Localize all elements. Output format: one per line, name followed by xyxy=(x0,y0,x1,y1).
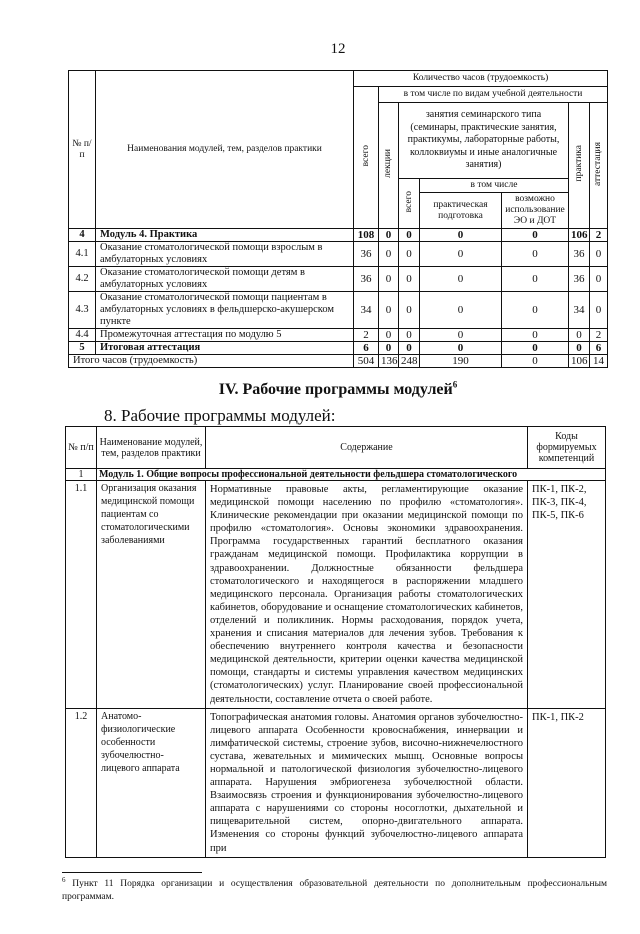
table-row xyxy=(69,229,608,242)
row-num: 5 xyxy=(69,342,96,355)
row-practical: 0 xyxy=(420,292,502,329)
table-row xyxy=(69,242,608,267)
footnote-divider xyxy=(62,872,202,873)
hours-table xyxy=(68,70,608,368)
total-eo: 0 xyxy=(502,355,569,368)
row-num: 1.2 xyxy=(66,708,97,857)
row-name: Оказание стоматологической помощи детям в амбулаторных условиях xyxy=(96,267,354,292)
footnote-text: Пункт 11 Порядка организации и осуществления образовательной деятельности по дополнительным профессиональным программам. xyxy=(62,878,607,902)
row-codes: ПК-1, ПК-2 xyxy=(528,708,606,857)
header-including: в том числе xyxy=(420,179,569,193)
row-practical: 0 xyxy=(420,342,502,355)
row-eo: 0 xyxy=(502,229,569,242)
programs-table xyxy=(65,426,606,858)
header-attestation-label: аттестация xyxy=(593,141,604,186)
row-total: 2 xyxy=(354,329,379,342)
header-num: № п/п xyxy=(69,71,96,229)
row-practice: 36 xyxy=(569,242,590,267)
footnote-ref[interactable]: 6 xyxy=(452,379,458,390)
row-num: 4 xyxy=(69,229,96,242)
row-practice: 34 xyxy=(569,292,590,329)
header-eo-dot: возможно использование ЭО и ДОТ xyxy=(502,193,569,229)
header-codes: Коды формируемых компетенций xyxy=(528,427,606,469)
row-total: 108 xyxy=(354,229,379,242)
row-sem-total: 0 xyxy=(399,242,420,267)
header-practical-training: практическая подготовка xyxy=(420,193,502,229)
row-eo: 0 xyxy=(502,342,569,355)
row-attest: 0 xyxy=(590,292,608,329)
row-name: Промежуточная аттестация по модулю 5 xyxy=(96,329,354,342)
header-lectures-label: лекции xyxy=(383,149,393,178)
row-name: Анатомо-физиологические особенности зубочелюстно-лицевого аппарата xyxy=(97,708,206,857)
row-num: 4.2 xyxy=(69,267,96,292)
row-name: Оказание стоматологической помощи пациентам в амбулаторных условиях в фельдшерско-акушерском пункте xyxy=(96,292,354,329)
row-num: 4.4 xyxy=(69,329,96,342)
header-practice-label: практика xyxy=(573,145,584,182)
row-name: Организация оказания медицинской помощи пациентам со стоматологическими заболеваниями xyxy=(97,481,206,709)
total-practical: 190 xyxy=(420,355,502,368)
row-content: Топографическая анатомия головы. Анатомия органов зубочелюстно-лицевого аппарата Особенности кровоснабжения, иннервации и лимфатической системы, строение зубов, височно-нижнечелюстного сустава, жевательных и мимических мышц. Основные вопросы нормальной и патологической физиология зубочелюстно-лицевого аппарата. Нарушения эмбриогенеза зубочелюстной области. Взаимосвязь строения и функционирования зубочелюстно-лицевого аппарата с нарушениями со стороны носоглотки, дыхательной и пищеварительной систем, опорно-двигательного аппарата. Изменения со стороны функций зубочелюстно-лицевого аппарата при xyxy=(206,708,528,857)
footnote-mark: 6 xyxy=(62,875,66,884)
row-sem-total: 0 xyxy=(399,229,420,242)
row-total: 34 xyxy=(354,292,379,329)
row-sem-total: 0 xyxy=(399,292,420,329)
total-row xyxy=(69,355,608,368)
header-total xyxy=(354,87,379,229)
table-row xyxy=(69,342,608,355)
row-practice: 0 xyxy=(569,342,590,355)
row-content: Нормативные правовые акты, регламентирующие оказание медицинской помощи населению по профилю «стоматология». Клинические рекомендации при оказании медицинской помощи по профилю «стоматология». Основы экономики здравоохранения. Программа государственных гарантий бесплатного оказания гражданам медицинской помощи. Профилактика коррупции в здравоохранении. Должностные обязанности фельдшера стоматологического и находящегося в распоряжении младшего медицинского персонала. Организация работы стоматологических кабинетов, оборудование и оснащение стоматологических кабинетов, отделений и поликлиник. Нормы расходования, порядок учета, хранения и списания материалов для лечения зубов. Требования к обеспечению внутреннего контроля качества и безопасности медицинской деятельности, критерии оценки качества медицинской помощи, стандарты и системы управления качеством медицинских (стоматологических) услуг. Планирование своей профессиональной деятельности, составление отчета о своей работе. xyxy=(206,481,528,709)
header-hours: Количество часов (трудоемкость) xyxy=(354,71,608,87)
row-practice: 36 xyxy=(569,267,590,292)
row-practical: 0 xyxy=(420,329,502,342)
table-row xyxy=(69,292,608,329)
row-total: 36 xyxy=(354,267,379,292)
row-practical: 0 xyxy=(420,267,502,292)
row-attest: 0 xyxy=(590,242,608,267)
total-practice: 106 xyxy=(569,355,590,368)
row-name: Итоговая аттестация xyxy=(96,342,354,355)
header-num: № п/п xyxy=(66,427,97,469)
row-attest: 6 xyxy=(590,342,608,355)
page-number: 12 xyxy=(330,41,346,57)
row-practical: 0 xyxy=(420,229,502,242)
table-row xyxy=(69,329,608,342)
header-total-label: всего xyxy=(360,144,371,167)
row-lectures: 0 xyxy=(379,292,399,329)
row-practice: 0 xyxy=(569,329,590,342)
table-row xyxy=(66,481,606,709)
header-seminar: занятия семинарского типа (семинары, практические занятия, практикумы, лабораторные работы, коллоквиумы и иные аналогичные занятия) xyxy=(399,103,569,179)
header-name: Наименование модулей, тем, разделов практики xyxy=(97,427,206,469)
row-lectures: 0 xyxy=(379,229,399,242)
module-title: Модуль 1. Общие вопросы профессиональной деятельности фельдшера стоматологического xyxy=(97,469,606,481)
footnote xyxy=(62,875,607,904)
row-total: 6 xyxy=(354,342,379,355)
row-eo: 0 xyxy=(502,329,569,342)
row-num: 4.3 xyxy=(69,292,96,329)
row-eo: 0 xyxy=(502,267,569,292)
row-eo: 0 xyxy=(502,292,569,329)
header-attestation xyxy=(590,103,608,229)
table-row xyxy=(69,267,608,292)
total-attest: 14 xyxy=(590,355,608,368)
row-sem-total: 0 xyxy=(399,267,420,292)
header-name: Наименования модулей, тем, разделов практики xyxy=(96,71,354,229)
row-lectures: 0 xyxy=(379,267,399,292)
row-attest: 2 xyxy=(590,329,608,342)
subsection-title: 8. Рабочие программы модулей: xyxy=(104,406,336,425)
total-lectures: 136 xyxy=(379,355,399,368)
row-num: 4.1 xyxy=(69,242,96,267)
header-content: Содержание xyxy=(206,427,528,469)
section-title xyxy=(0,380,640,400)
header-seminar-total-label: всего xyxy=(403,190,414,213)
section-title-text: IV. Рабочие программы модулей xyxy=(218,381,453,398)
row-lectures: 0 xyxy=(379,342,399,355)
module-num: 1 xyxy=(66,469,97,481)
table-row xyxy=(66,708,606,857)
row-name: Оказание стоматологической помощи взрослым в амбулаторных условиях xyxy=(96,242,354,267)
row-total: 36 xyxy=(354,242,379,267)
header-seminar-total xyxy=(399,179,420,229)
total-total: 504 xyxy=(354,355,379,368)
row-practice: 106 xyxy=(569,229,590,242)
header-lectures xyxy=(379,103,399,229)
row-eo: 0 xyxy=(502,242,569,267)
header-practice xyxy=(569,103,590,229)
row-lectures: 0 xyxy=(379,242,399,267)
row-sem-total: 0 xyxy=(399,329,420,342)
row-practical: 0 xyxy=(420,242,502,267)
total-sem-total: 248 xyxy=(399,355,420,368)
row-lectures: 0 xyxy=(379,329,399,342)
row-attest: 2 xyxy=(590,229,608,242)
row-attest: 0 xyxy=(590,267,608,292)
row-codes: ПК-1, ПК-2, ПК-3, ПК-4, ПК-5, ПК-6 xyxy=(528,481,606,709)
row-sem-total: 0 xyxy=(399,342,420,355)
row-num: 1.1 xyxy=(66,481,97,709)
header-by-type: в том числе по видам учебной деятельности xyxy=(379,87,608,103)
total-label: Итого часов (трудоемкость) xyxy=(69,355,354,368)
row-name: Модуль 4. Практика xyxy=(96,229,354,242)
